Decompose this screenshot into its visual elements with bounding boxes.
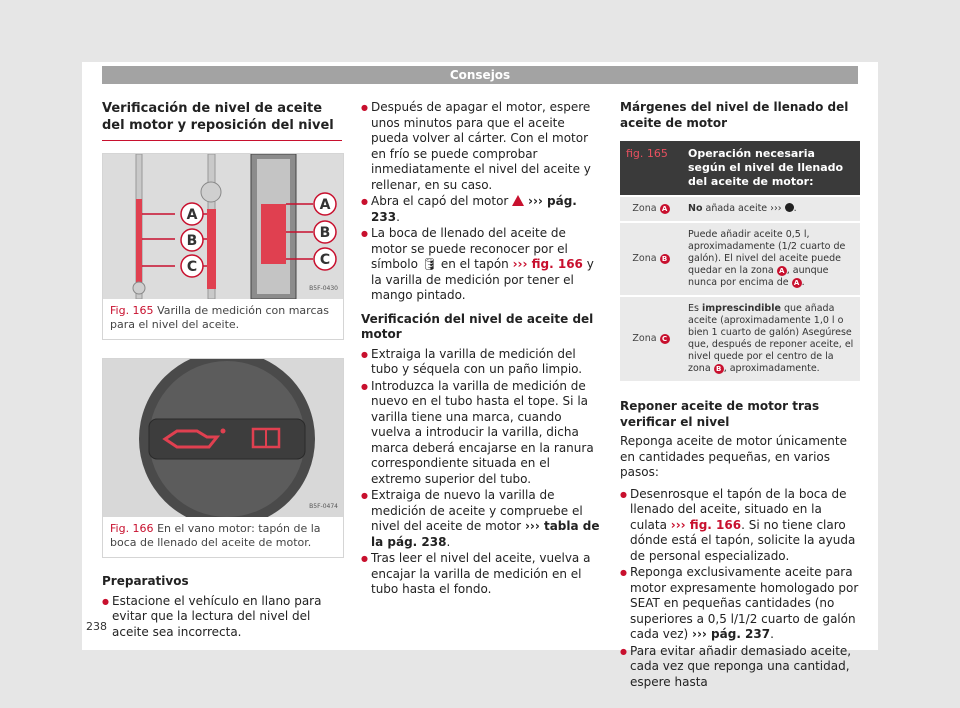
marker-c-left: C [186, 259, 198, 275]
dipstick-illustration [103, 154, 343, 299]
figure-caption [103, 299, 343, 339]
bullet-text: en el tapón [440, 257, 509, 271]
oil-cap-drawing [103, 359, 343, 517]
zone-marker: A [792, 278, 802, 288]
bullet-extract: ● Extraiga la varilla de medición del tubo y séquela con un paño limpio. [361, 347, 601, 378]
table-title: Márgenes del nivel de llenado del aceite de motor [620, 100, 849, 130]
figure-166 [102, 358, 344, 558]
page-link[interactable]: ››› pág. 233 [371, 194, 577, 224]
oil-cap-illustration [103, 359, 343, 517]
bullet-check: ● Extraiga de nuevo la varilla de medición de aceite y compruebe el nivel del aceite de motor ››› tabla de la pág. 238. [361, 488, 601, 550]
subsection-title: Reponer aceite de motor tras verificar el nivel [620, 399, 820, 429]
oil-can-icon: 🛢 [421, 257, 437, 271]
bullet-text: . Si no tiene claro dónde está el tapón, solicite la ayuda de personal especializado. [630, 517, 856, 563]
intro-text: Reponga aceite de motor únicamente en cantidades pequeñas, en varios pasos: [620, 434, 848, 479]
column-right [620, 100, 860, 691]
figure-code: B5F-0474 [309, 502, 338, 510]
figure-165 [102, 153, 344, 340]
marker-b-right: B [319, 225, 331, 241]
prep-title: Preparativos [102, 574, 189, 588]
manual-page [82, 62, 878, 689]
table-head-fig: fig. 165 [620, 141, 682, 196]
zone-cell: Zona B [620, 222, 682, 296]
caption-text: Varilla de medición con marcas para el nivel del aceite. [110, 304, 329, 331]
bullet-text: Extraiga de nuevo la varilla de medición de aceite y compruebe el nivel del aceite de motor [371, 488, 583, 533]
column-middle [361, 100, 601, 599]
figure-caption [103, 517, 343, 557]
table-head-text: Operación necesaria según el nivel de llenado del aceite de motor: [682, 141, 860, 196]
bullet-filler-symbol [361, 226, 601, 304]
warning-icon [512, 195, 524, 206]
dipstick-drawing [103, 154, 343, 299]
section-title: Verificación de nivel de aceite del motor y reposición del nivel [102, 100, 342, 141]
zone-marker: A [660, 204, 670, 214]
figure-link[interactable]: ››› fig. 166 [670, 517, 742, 532]
figure-link[interactable]: ››› fig. 166 [512, 257, 583, 271]
info-icon [785, 203, 794, 212]
bullet-reinsert: ● Introduzca la varilla de medición de nuevo en el tubo hasta el tope. Si la varilla tiene una marca, cuando vuelva a introducir la varilla, dicha marca deberá encajarse en la ranura correspondiente situada en el extremo superior del tubo. [361, 379, 601, 488]
page-number: 238 [86, 620, 107, 633]
bullet-text: Abra el capó del motor [371, 194, 509, 208]
bullet-wait: ● Después de apagar el motor, espere unos minutos para que el aceite pueda volver al cárter. Con el motor en frío se puede comprobar inmediatamente el nivel del aceite y rellenar, en su caso. [361, 100, 601, 193]
action-cell: Puede añadir aceite 0,5 l, aproximadamente (1/2 cuarto de galón). El nivel del aceite puede quedar en la zona A , aunque nunca por encima de A . [682, 222, 860, 296]
marker-b-left: B [186, 233, 198, 249]
marker-a-right: A [319, 197, 331, 213]
zone-cell: Zona A [620, 196, 682, 222]
zone-marker: B [660, 254, 670, 264]
figure-code: B5F-0430 [309, 284, 338, 292]
marker-c-right: C [319, 252, 331, 268]
caption-text: En el vano motor: tapón de la boca de llenado del aceite de motor. [110, 522, 321, 549]
bullet-open-hood: ● Abra el capó del motor ››› pág. 233. [361, 194, 601, 225]
figure-label: Fig. 165 [110, 304, 154, 317]
action-cell: No añada aceite ››› . [682, 196, 860, 222]
bullet-return: ● Tras leer el nivel del aceite, vuelva a encajar la varilla de medición en el tubo hasta el fondo. [361, 551, 601, 598]
bullet-avoid-overfill: ● Para evitar añadir demasiado aceite, cada vez que reponga una cantidad, espere hasta [620, 644, 860, 691]
zone-cell: Zona C [620, 296, 682, 381]
zone-marker: A [777, 266, 787, 276]
bullet-text: La boca de llenado del aceite de motor se puede reconocer por el símbolo [371, 226, 568, 271]
zone-marker: B [714, 364, 724, 374]
bullet-text: Desenrosque el tapón de la boca de llenado del aceite, situado en la culata [630, 486, 847, 532]
page-link[interactable]: ››› pág. 237 [692, 627, 771, 641]
marker-a-left: A [186, 207, 198, 223]
section-header: Consejos [102, 66, 858, 84]
bullet-refill: ● Reponga exclusivamente aceite para motor expresamente homologado por SEAT en pequeñas cantidades (no superiores a 0,5 l/1/2 cuarto de galón cada vez) ››› pág. 237. [620, 565, 860, 643]
prep-bullet: ● Estacione el vehículo en llano para evitar que la lectura del nivel del aceite sea incorrecta. [102, 594, 342, 641]
zone-marker: C [660, 334, 670, 344]
bullet-text: y la varilla de medición por tener el mango pintado. [371, 257, 594, 302]
oil-level-table [620, 141, 860, 381]
action-cell: Es imprescindible que añada aceite (aproximadamente 1,0 l o bien 1 cuarto de galón) Asegúrese que, después de reponer aceite, el nivel quede por el centro de la zona B , aproximadamente. [682, 296, 860, 381]
bullet-text: Reponga exclusivamente aceite para motor expresamente homologado por SEAT en pequeñas cantidades (no superiores a 0,5 l/1/2 cuarto de galón cada vez) [630, 565, 859, 641]
table-link[interactable]: ››› tabla de la pág. 238 [371, 519, 600, 549]
figure-label: Fig. 166 [110, 522, 154, 535]
table-row [620, 222, 860, 296]
subsection-title: Verificación del nivel de aceite del motor [361, 311, 594, 341]
column-left [102, 100, 342, 641]
table-row [620, 196, 860, 222]
table-row [620, 296, 860, 381]
bullet-unscrew [620, 487, 860, 565]
